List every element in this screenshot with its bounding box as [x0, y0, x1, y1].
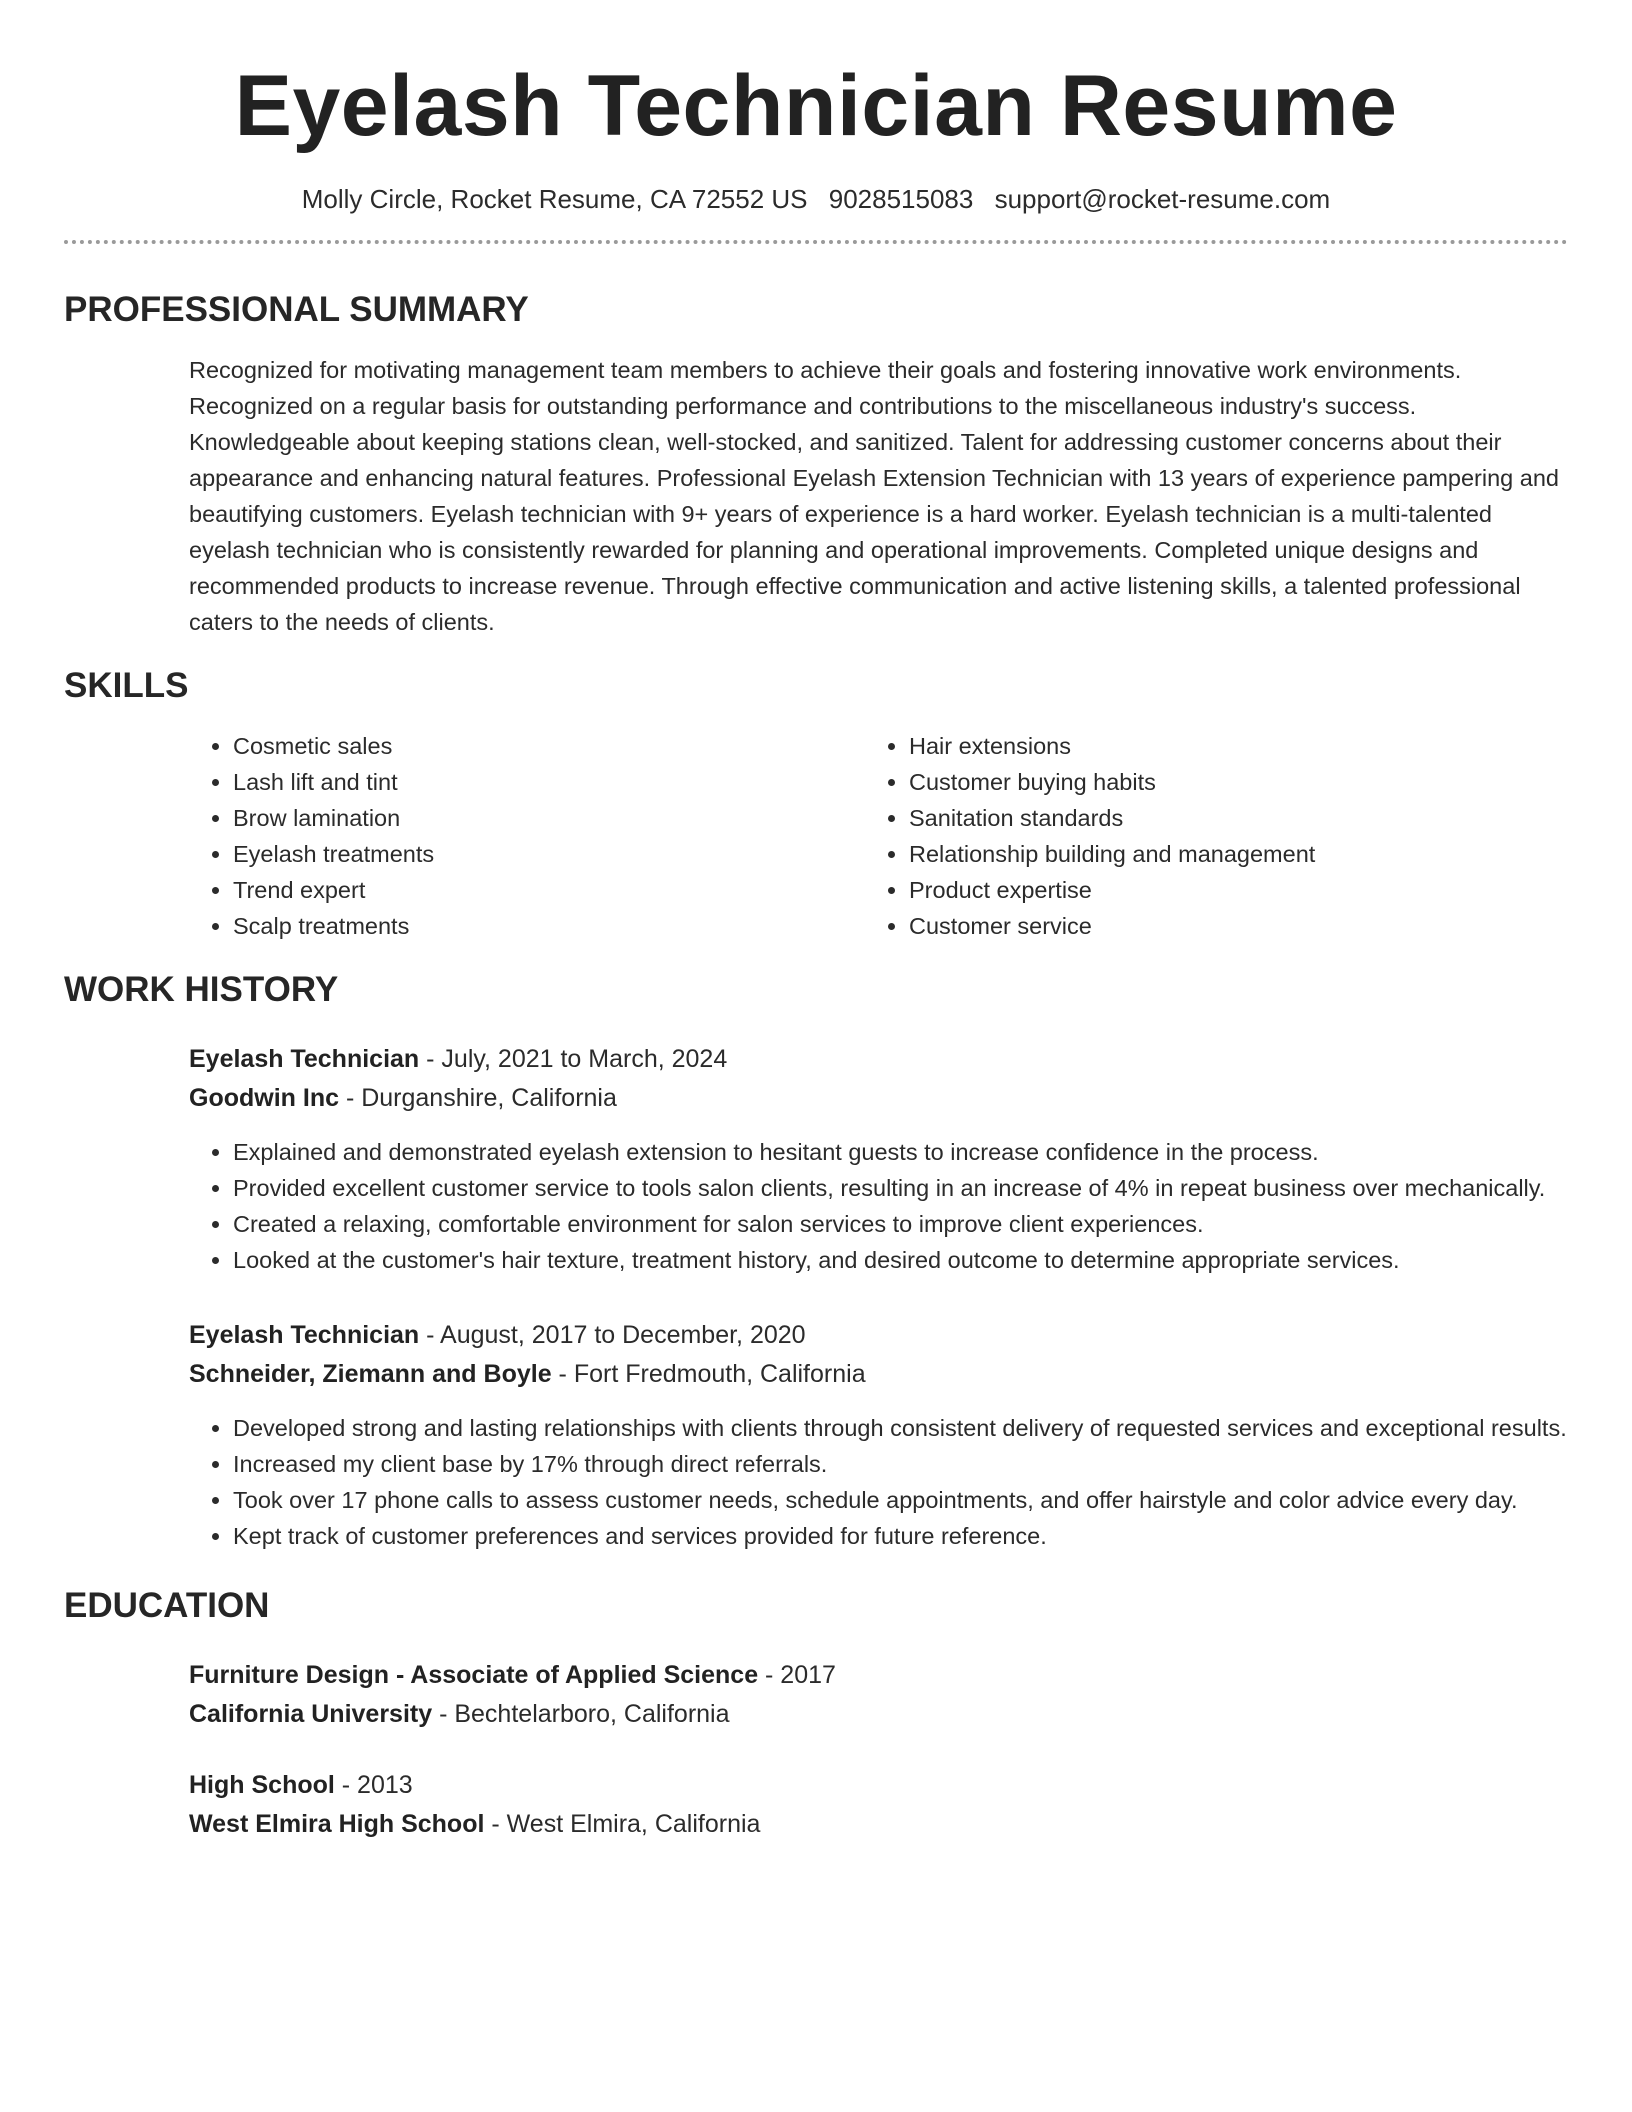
- job-title-line: [189, 1040, 1568, 1079]
- job-location: - Fort Fredmouth, California: [551, 1360, 866, 1388]
- skill-item: • Scalp treatments: [233, 908, 865, 944]
- job-title-line: [189, 1316, 1568, 1355]
- contact-phone: 9028515083: [828, 184, 974, 214]
- job-bullet: • Developed strong and lasting relationships with clients through consistent delivery of requested services and exceptional results.: [233, 1410, 1568, 1446]
- resume-title: Eyelash Technician Resume: [234, 58, 1398, 154]
- school-line: [189, 1695, 1568, 1734]
- skill-item: • Sanitation standards: [909, 800, 1315, 836]
- skills-section: [64, 728, 1568, 944]
- job-dates: - August, 2017 to December, 2020: [419, 1321, 806, 1349]
- education-section: [64, 1656, 1568, 1844]
- job-entry: [189, 1040, 1568, 1278]
- school-location: - Bechtelarboro, California: [432, 1700, 730, 1728]
- job-bullet: • Took over 17 phone calls to assess customer needs, schedule appointments, and offer hairstyle and color advice every day.: [233, 1482, 1568, 1518]
- skills-list-left: [189, 728, 865, 944]
- education-heading: EDUCATION: [64, 1586, 270, 1625]
- job-location: - Durganshire, California: [339, 1084, 617, 1112]
- contact-address: Molly Circle, Rocket Resume, CA 72552 US: [301, 184, 808, 214]
- job-bullet: • Explained and demonstrated eyelash extension to hesitant guests to increase confidence in the process.: [233, 1134, 1568, 1170]
- degree-line: [189, 1766, 1568, 1805]
- skill-item: • Relationship building and management: [909, 836, 1315, 872]
- degree-line: [189, 1656, 1568, 1695]
- job-title: Eyelash Technician: [189, 1321, 420, 1349]
- skill-item: • Brow lamination: [233, 800, 865, 836]
- job-bullet: • Looked at the customer's hair texture, treatment history, and desired outcome to determine appropriate services.: [233, 1242, 1568, 1278]
- skill-item: • Cosmetic sales: [233, 728, 865, 764]
- skill-item: • Customer buying habits: [909, 764, 1315, 800]
- header-divider: [64, 240, 1568, 244]
- job-bullets: [189, 1134, 1568, 1278]
- job-dates: - July, 2021 to March, 2024: [419, 1045, 728, 1073]
- job-bullet: • Provided excellent customer service to tools salon clients, resulting in an increase of 4% in repeat business over mechanically.: [233, 1170, 1568, 1206]
- skill-item: • Hair extensions: [909, 728, 1315, 764]
- job-bullets: [189, 1410, 1568, 1554]
- skills-heading: SKILLS: [64, 666, 189, 705]
- job-company-line: [189, 1355, 1568, 1394]
- contact-line: [64, 182, 1568, 216]
- job-company-line: [189, 1079, 1568, 1118]
- job-entry: [189, 1316, 1568, 1554]
- school: West Elmira High School: [189, 1810, 485, 1838]
- skills-list-right: [865, 728, 1315, 944]
- school: California University: [189, 1700, 433, 1728]
- job-company: Schneider, Ziemann and Boyle: [189, 1360, 552, 1388]
- skill-item: • Customer service: [909, 908, 1315, 944]
- skill-item: • Trend expert: [233, 872, 865, 908]
- degree: Furniture Design - Associate of Applied Science: [189, 1661, 759, 1689]
- education-entry: [189, 1766, 1568, 1844]
- job-title: Eyelash Technician: [189, 1045, 420, 1073]
- work-history-heading: WORK HISTORY: [64, 970, 339, 1009]
- contact-email[interactable]: support@rocket-resume.com: [994, 184, 1331, 214]
- skills-columns: [189, 728, 1568, 944]
- skill-item: • Product expertise: [909, 872, 1315, 908]
- job-bullet: • Created a relaxing, comfortable environment for salon services to improve client experiences.: [233, 1206, 1568, 1242]
- education-entry: [189, 1656, 1568, 1734]
- job-bullet: • Kept track of customer preferences and services provided for future reference.: [233, 1518, 1568, 1554]
- job-company: Goodwin Inc: [189, 1084, 339, 1112]
- school-location: - West Elmira, California: [484, 1810, 761, 1838]
- degree-year: - 2017: [758, 1661, 836, 1689]
- work-history-section: [64, 1040, 1568, 1554]
- job-bullet: • Increased my client base by 17% through direct referrals.: [233, 1446, 1568, 1482]
- summary-heading: PROFESSIONAL SUMMARY: [64, 290, 529, 329]
- summary-section: [64, 352, 1568, 640]
- school-line: [189, 1805, 1568, 1844]
- skill-item: • Eyelash treatments: [233, 836, 865, 872]
- summary-text: Recognized for motivating management team members to achieve their goals and fostering innovative work environments. Recognized on a regular basis for outstanding performance and contributions to the miscellaneous industry's success. Knowledgeable about keeping stations clean, well-stocked, and sanitized. Talent for addressing customer concerns about their appearance and enhancing natural features. Professional Eyelash Extension Technician with 13 years of experience pampering and beautifying customers. Eyelash technician with 9+ years of experience is a hard worker. Eyelash technician is a multi-talented eyelash technician who is consistently rewarded for planning and operational improvements. Completed unique designs and recommended products to increase revenue. Through effective communication and active listening skills, a talented professional caters to the needs of clients.: [189, 357, 1559, 635]
- skill-item: • Lash lift and tint: [233, 764, 865, 800]
- degree-year: - 2013: [334, 1771, 413, 1799]
- degree: High School: [189, 1771, 335, 1799]
